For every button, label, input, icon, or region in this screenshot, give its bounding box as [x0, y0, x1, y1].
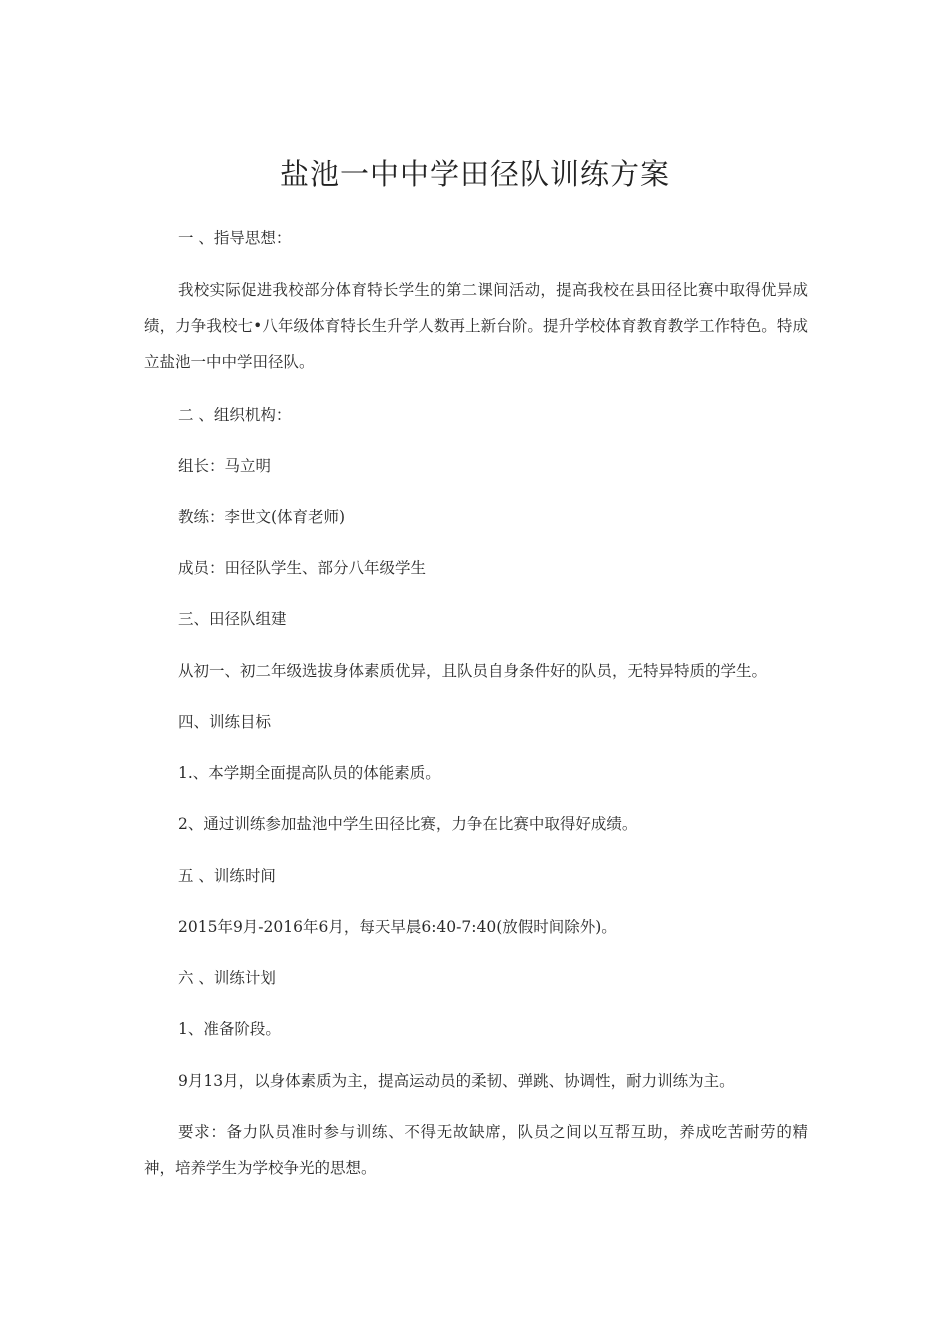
document-title: 盐池一中中学田径队训练方案 — [279, 157, 670, 191]
training-requirement-paragraph: 要求：备力队员准时参与训练、不得无故缺席，队员之间以互帮互助，养成吃苦耐劳的精神，培养学生为学校争光的思想。 — [144, 1123, 808, 1177]
team-formation-text: 从初一、初二年级选拔身体素质优异，且队员自身条件好的队员，无特异特质的学生。 — [178, 662, 768, 680]
training-plan-stage-text: 9月13月，以身体素质为主，提高运动员的柔韧、弹跳、协调性，耐力训练为主。 — [178, 1072, 735, 1090]
organization-leader: 组长：马立明 — [178, 457, 272, 475]
organization-coach: 教练：李世文(体育老师) — [178, 508, 346, 526]
training-plan-stage: 1、准备阶段。 — [178, 1020, 281, 1038]
section-heading-training-plan: 六 、训练计划 — [178, 969, 276, 987]
section-heading-training-goals: 四、训练目标 — [178, 713, 272, 731]
training-goal-item: 2、通过训练参加盐池中学生田径比赛，力争在比赛中取得好成绩。 — [178, 815, 638, 833]
organization-members: 成员：田径队学生、部分八年级学生 — [178, 559, 427, 577]
training-goal-item: 1.、本学期全面提高队员的体能素质。 — [178, 764, 441, 782]
training-time-text: 2015年9月-2016年6月，每天早晨6:40-7:40(放假时间除外)。 — [178, 918, 617, 936]
section-heading-training-time: 五 、训练时间 — [178, 867, 276, 885]
section-heading-guiding-ideology: 一 、指导思想： — [178, 229, 292, 247]
guiding-ideology-paragraph: 我校实际促进我校部分体育特长学生的第二课间活动，提高我校在县田径比赛中取得优异成绩，力争我校七•八年级体育特长生升学人数再上新台阶。提升学校体育教育教学工作特色。特成立盐池一中中学田径队。 — [144, 281, 808, 371]
section-heading-organization: 二 、组织机构： — [178, 406, 292, 424]
section-heading-team-formation: 三、田径队组建 — [178, 610, 287, 628]
